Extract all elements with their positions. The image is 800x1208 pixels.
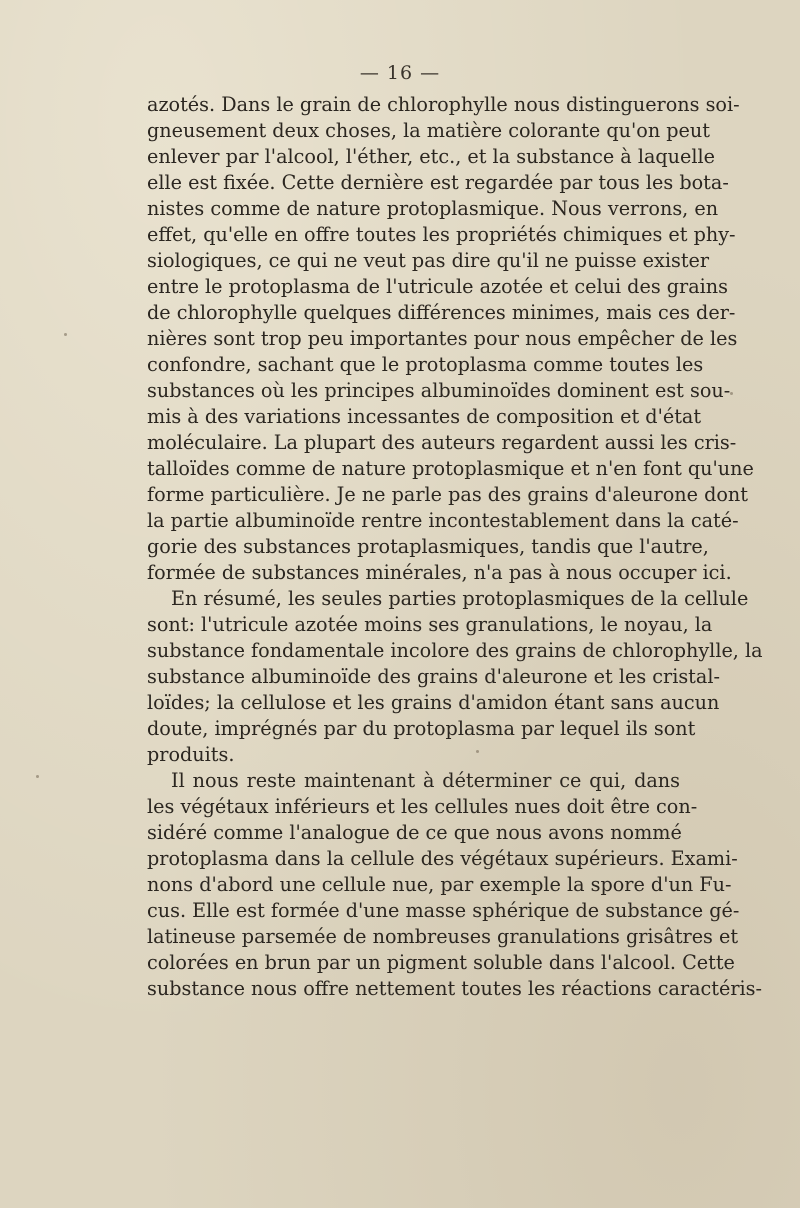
text-line: formée de substances minérales, n'a pas à nous occuper ici.	[147, 561, 732, 584]
text-line: En résumé, les seules parties protoplasmiques de la cellule	[171, 587, 749, 610]
text-line: les végétaux inférieurs et les cellules nues doit être con-	[147, 795, 698, 818]
text-line: forme particulière. Je ne parle pas des grains d'aleurone dont	[147, 483, 748, 506]
text-line: gorie des substances protaplasmiques, tandis que l'autre,	[147, 535, 709, 558]
text-line: protoplasma dans la cellule des végétaux supérieurs. Exami-	[147, 847, 738, 870]
text-line: effet, qu'elle en offre toutes les propriétés chimiques et phy-	[147, 223, 736, 246]
text-line: sidéré comme l'analogue de ce que nous avons nommé	[147, 821, 682, 844]
text-line: nons d'abord une cellule nue, par exemple la spore d'un Fu-	[147, 873, 732, 896]
text-line: gneusement deux choses, la matière colorante qu'on peut	[147, 119, 710, 142]
paper-speck	[476, 750, 479, 753]
text-line: confondre, sachant que le protoplasma comme toutes les	[147, 353, 704, 376]
text-line: elle est fixée. Cette dernière est regardée par tous les bota-	[147, 171, 729, 194]
text-line: talloïdes comme de nature protoplasmique et n'en font qu'une	[147, 457, 754, 480]
text-line: produits.	[147, 743, 235, 766]
text-line: nières sont trop peu importantes pour nous empêcher de les	[147, 327, 738, 350]
text-line: nistes comme de nature protoplasmique. Nous verrons, en	[147, 197, 719, 220]
text-line: moléculaire. La plupart des auteurs regardent aussi les cris-	[147, 431, 737, 454]
text-line: entre le protoplasma de l'utricule azotée et celui des grains	[147, 275, 729, 298]
body-text	[147, 92, 763, 1002]
text-line: siologiques, ce qui ne veut pas dire qu'il ne puisse exister	[147, 249, 710, 272]
text-line: la partie albuminoïde rentre incontestablement dans la caté-	[147, 509, 739, 532]
paper-speck	[64, 333, 67, 336]
text-line: loïdes; la cellulose et les grains d'amidon étant sans aucun	[147, 691, 720, 714]
text-line: latineuse parsemée de nombreuses granulations grisâtres et	[147, 925, 739, 948]
text-line: cus. Elle est formée d'une masse sphérique de substance gé-	[147, 899, 740, 922]
text-line: mis à des variations incessantes de composition et d'état	[147, 405, 702, 428]
paper-speck	[730, 392, 733, 395]
text-line: substance albuminoïde des grains d'aleurone et les cristal-	[147, 665, 720, 688]
paper-speck	[36, 775, 39, 778]
page-number: — 16 —	[359, 62, 441, 84]
text-line: de chlorophylle quelques différences minimes, mais ces der-	[147, 301, 736, 324]
text-line: substances où les principes albuminoïdes dominent est sou-	[147, 379, 731, 402]
text-line: Il nous reste maintenant à déterminer ce qui, dans	[171, 769, 680, 792]
text-line: substance fondamentale incolore des grains de chlorophylle, la	[147, 639, 763, 662]
text-line: azotés. Dans le grain de chlorophylle nous distinguerons soi-	[147, 93, 740, 116]
text-line: enlever par l'alcool, l'éther, etc., et la substance à laquelle	[147, 145, 716, 168]
text-line: substance nous offre nettement toutes les réactions caractéris-	[147, 977, 763, 1000]
text-line: sont: l'utricule azotée moins ses granulations, le noyau, la	[147, 613, 713, 636]
text-line: colorées en brun par un pigment soluble dans l'alcool. Cette	[147, 951, 735, 974]
text-line: doute, imprégnés par du protoplasma par lequel ils sont	[147, 717, 696, 740]
